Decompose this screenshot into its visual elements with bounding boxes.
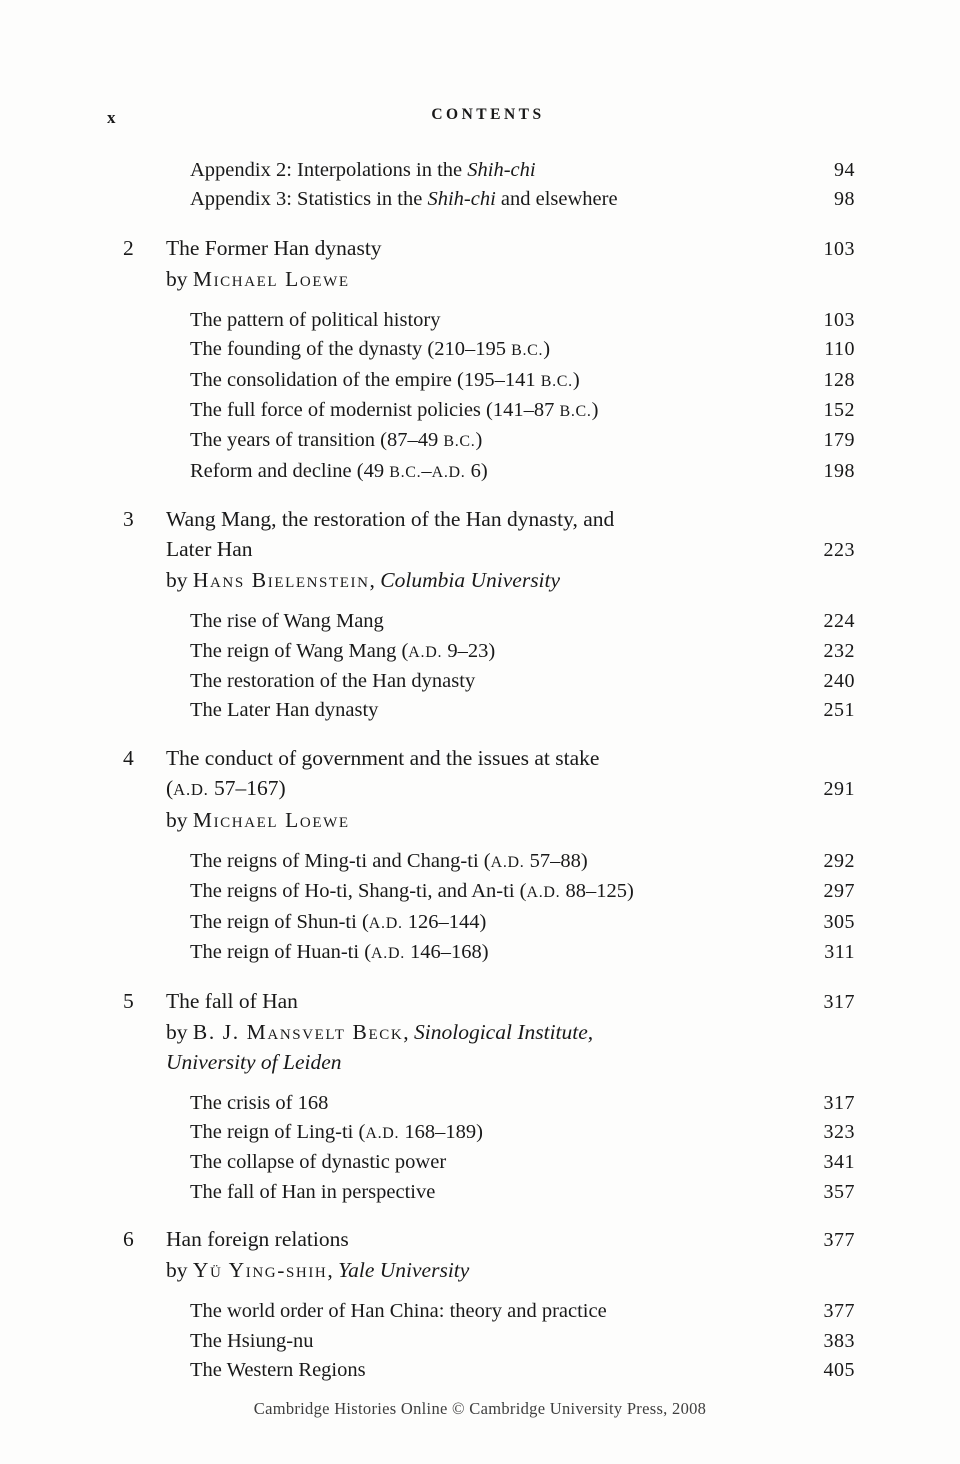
page-number: 110	[824, 338, 855, 361]
text-segment: The founding of the dynasty (210–195	[190, 338, 512, 361]
chapter-title-line	[166, 773, 855, 805]
text-segment: The collapse of dynastic power	[190, 1151, 447, 1174]
text-segment: Reform and decline (49	[190, 459, 390, 482]
text-segment: The reign of Shun-ti (	[190, 910, 369, 933]
page-number: 311	[824, 941, 855, 964]
chapter-title-line	[166, 1255, 855, 1285]
page-number: 305	[823, 910, 855, 933]
entry-list	[190, 1297, 855, 1385]
entry-text	[190, 306, 440, 335]
chapter-heading	[123, 986, 855, 1077]
page-number: 94	[834, 159, 855, 181]
chapter-title-line	[166, 504, 855, 534]
page-number: 179	[823, 429, 855, 452]
entry-text	[190, 366, 580, 396]
chapter-title-line	[166, 743, 855, 773]
text-segment: B.C.	[389, 463, 422, 481]
text-segment: The rise of Wang Mang	[190, 610, 384, 633]
text-segment: by	[166, 807, 193, 832]
page-number: 103	[823, 237, 855, 260]
entry-text	[190, 1118, 483, 1148]
entry-row	[190, 1327, 855, 1356]
text-segment: 57–167)	[208, 775, 286, 800]
text-segment: by	[166, 568, 193, 593]
text-segment: )	[572, 368, 580, 391]
entry-text	[190, 1297, 607, 1326]
text-segment: The world order of Han China: theory and practice	[190, 1300, 607, 1323]
entry-text	[190, 847, 588, 877]
text-segment: The reign of Huan-ti (	[190, 941, 372, 964]
chapter-title-text	[166, 233, 382, 263]
chapter-title-line	[166, 233, 855, 264]
chapter-title-text	[166, 1017, 593, 1047]
entry-row	[190, 1118, 855, 1148]
entry-row	[190, 396, 855, 426]
entry-text	[190, 667, 475, 696]
text-segment: ,	[369, 568, 381, 593]
text-segment: The consolidation of the empire (195–141	[190, 368, 541, 391]
footer	[0, 1399, 960, 1419]
entry-text	[190, 1178, 435, 1207]
text-segment: 9–23)	[442, 639, 496, 662]
entry-list	[190, 1089, 855, 1208]
text-segment: The reign of Wang Mang (	[190, 639, 409, 662]
entry-text	[190, 877, 634, 907]
entry-row	[190, 877, 855, 907]
entry-row	[190, 847, 855, 877]
entry-text	[190, 696, 378, 725]
chapter-title-text	[166, 1224, 349, 1254]
text-segment: Sinological Institute,	[414, 1019, 594, 1044]
page-number: 383	[823, 1329, 855, 1352]
page-number: 341	[823, 1151, 855, 1174]
chapter-number: 4	[123, 745, 134, 770]
text-segment: Later Han	[166, 537, 253, 562]
text-segment: –	[421, 459, 432, 482]
entry-row	[190, 1178, 855, 1207]
entry-row	[190, 908, 855, 938]
entry-text	[190, 908, 486, 938]
text-segment: The fall of Han in perspective	[190, 1180, 436, 1203]
page-number: 291	[823, 777, 855, 800]
text-segment: A.D.	[365, 1124, 400, 1142]
entry-list	[190, 607, 855, 726]
entry-row	[190, 667, 855, 696]
text-segment: and elsewhere	[495, 188, 618, 211]
entry-list	[190, 306, 855, 487]
text-segment: 57–88)	[524, 849, 588, 872]
text-segment: The full force of modernist policies (141–87	[190, 399, 560, 422]
text-segment: Shih-chi	[467, 159, 536, 181]
page-number: 98	[834, 188, 855, 211]
text-segment: Appendix 2: Interpolations in the	[190, 159, 468, 181]
footer-text: Cambridge Histories Online © Cambridge University Press, 2008	[253, 1399, 707, 1418]
text-segment: ,	[327, 1258, 339, 1283]
page-number: 198	[823, 459, 855, 482]
text-segment: Yale University	[338, 1258, 470, 1283]
running-head	[107, 106, 853, 130]
text-segment: by	[166, 266, 193, 291]
chapter-title-line	[166, 1017, 855, 1047]
text-segment: 146–168)	[404, 941, 489, 964]
page-number: 223	[823, 539, 855, 562]
text-segment: B.C.	[559, 403, 592, 421]
text-segment: )	[543, 338, 551, 361]
chapter-heading	[123, 1224, 855, 1285]
entry-text	[190, 1148, 446, 1177]
page-number: 317	[823, 990, 855, 1013]
text-segment: 88–125)	[560, 880, 634, 903]
text-segment: The reigns of Ming-ti and Chang-ti (	[190, 849, 491, 872]
chapter-title-text	[166, 1255, 469, 1285]
text-segment: The Former Han dynasty	[166, 235, 382, 260]
text-segment: The years of transition (87–49	[190, 429, 444, 452]
text-segment: )	[591, 399, 599, 422]
page-number: 405	[823, 1358, 855, 1381]
chapter-body	[166, 743, 855, 835]
page-number: 357	[823, 1180, 855, 1203]
entry-text	[190, 1327, 314, 1356]
page-number: 224	[823, 610, 855, 633]
page-number: 128	[823, 368, 855, 391]
text-segment: Columbia University	[380, 568, 561, 593]
chapter-title-text	[166, 773, 286, 805]
text-segment: ,	[403, 1019, 415, 1044]
entry-text	[190, 396, 598, 426]
text-segment: The Hsiung-nu	[190, 1329, 314, 1352]
page-number: 103	[823, 308, 855, 331]
entry-row	[190, 366, 855, 396]
text-segment: Appendix 3: Statistics in the	[190, 188, 428, 211]
entry-text	[190, 185, 618, 214]
text-segment: A.D.	[526, 884, 561, 902]
entry-row	[190, 426, 855, 456]
chapter-number: 3	[123, 507, 134, 532]
chapter-title-text	[166, 565, 560, 595]
chapter-title-line	[166, 264, 855, 294]
page-number: 232	[823, 639, 855, 662]
chapter-heading	[123, 743, 855, 835]
text-segment: The fall of Han	[166, 988, 298, 1013]
chapter-title-text	[166, 743, 599, 773]
chapter-number: 2	[123, 235, 134, 260]
chapter-title-text	[166, 264, 350, 294]
text-segment: A.D.	[408, 643, 443, 661]
chapter-number: 5	[123, 988, 134, 1013]
text-segment: A.D.	[371, 945, 405, 963]
text-segment: 126–144)	[402, 910, 487, 933]
text-segment: A.D.	[173, 779, 209, 799]
entry-row	[190, 637, 855, 667]
chapter-title-line	[166, 565, 855, 595]
entry-row	[190, 1148, 855, 1177]
text-segment: The reign of Ling-ti (	[190, 1120, 366, 1143]
text-segment: B.C.	[511, 342, 544, 360]
toc	[123, 152, 855, 1385]
text-segment: by	[166, 1258, 193, 1283]
page-title: CONTENTS	[431, 106, 545, 123]
chapter-title-line	[166, 1047, 855, 1077]
chapter-number: 6	[123, 1227, 134, 1252]
chapter-title-line	[166, 534, 855, 565]
chapter-body	[166, 504, 855, 595]
entry-text	[190, 637, 495, 667]
entry-row	[190, 1297, 855, 1326]
text-segment: (	[166, 775, 174, 800]
entry-row	[190, 696, 855, 725]
text-segment: B.C.	[443, 433, 476, 451]
chapter-title-line	[166, 1224, 855, 1255]
page-number: 297	[823, 880, 855, 903]
text-segment: Wang Mang, the restoration of the Han dynasty, and	[166, 507, 615, 532]
page-number: 292	[823, 849, 855, 872]
chapter-title-text	[166, 534, 253, 564]
entry-list	[190, 156, 855, 215]
page-number: 240	[823, 670, 855, 693]
text-segment: Michael Loewe	[192, 266, 350, 291]
entry-row	[190, 156, 855, 185]
entry-text	[190, 335, 550, 365]
chapter-title-line	[166, 986, 855, 1017]
entry-row	[190, 185, 855, 214]
chapter-title-text	[166, 805, 350, 835]
text-segment: 168–189)	[399, 1120, 483, 1143]
entry-text	[190, 426, 482, 456]
entry-row	[190, 938, 855, 968]
entry-text	[190, 1089, 328, 1118]
text-segment: Yü Ying-shih	[192, 1258, 328, 1283]
text-segment: Shih-chi	[427, 188, 496, 211]
entry-list	[190, 847, 855, 969]
chapter-title-text	[166, 986, 298, 1016]
folio-page-number: x	[107, 108, 116, 127]
text-segment: The conduct of government and the issues at stake	[166, 745, 600, 770]
page-number: 377	[823, 1300, 855, 1323]
text-segment: 6)	[465, 459, 488, 482]
entry-text	[190, 156, 536, 185]
text-segment: A.D.	[368, 914, 403, 932]
entry-row	[190, 607, 855, 636]
text-segment: Michael Loewe	[192, 807, 350, 832]
entry-row	[190, 306, 855, 335]
chapter-title-text	[166, 1047, 342, 1077]
entry-text	[190, 607, 384, 636]
entry-row	[190, 335, 855, 365]
text-segment: Han foreign relations	[166, 1227, 349, 1252]
entry-row	[190, 1356, 855, 1385]
chapter-heading	[123, 504, 855, 595]
page-number: 377	[823, 1229, 855, 1252]
chapter-body	[166, 233, 855, 294]
text-segment: The pattern of political history	[190, 308, 441, 331]
entry-row	[190, 1089, 855, 1118]
text-segment: A.D.	[431, 463, 466, 481]
text-segment: The restoration of the Han dynasty	[190, 670, 476, 693]
entry-text	[190, 457, 488, 487]
text-segment: Hans Bielenstein	[192, 568, 370, 593]
page-number: 251	[823, 699, 855, 722]
text-segment: The reigns of Ho-ti, Shang-ti, and An-ti (	[190, 880, 527, 903]
chapter-title-text	[166, 504, 614, 534]
chapter-body	[166, 1224, 855, 1285]
text-segment: The crisis of 168	[190, 1091, 329, 1114]
page-number: 317	[823, 1091, 855, 1114]
text-segment: University of Leiden	[166, 1049, 342, 1074]
chapter-title-line	[166, 805, 855, 835]
entry-text	[190, 1356, 366, 1385]
text-segment: by	[166, 1019, 193, 1044]
chapter-heading	[123, 233, 855, 294]
text-segment: B.C.	[540, 372, 573, 390]
text-segment: A.D.	[490, 853, 525, 871]
text-segment: )	[475, 429, 483, 452]
text-segment: The Western Regions	[190, 1358, 366, 1381]
page-number: 152	[823, 399, 855, 422]
text-segment: B. J. Mansvelt Beck	[192, 1019, 404, 1044]
page-number: 323	[823, 1120, 855, 1143]
chapter-body	[166, 986, 855, 1077]
entry-row	[190, 457, 855, 487]
text-segment: The Later Han dynasty	[190, 699, 379, 722]
entry-text	[190, 938, 489, 968]
